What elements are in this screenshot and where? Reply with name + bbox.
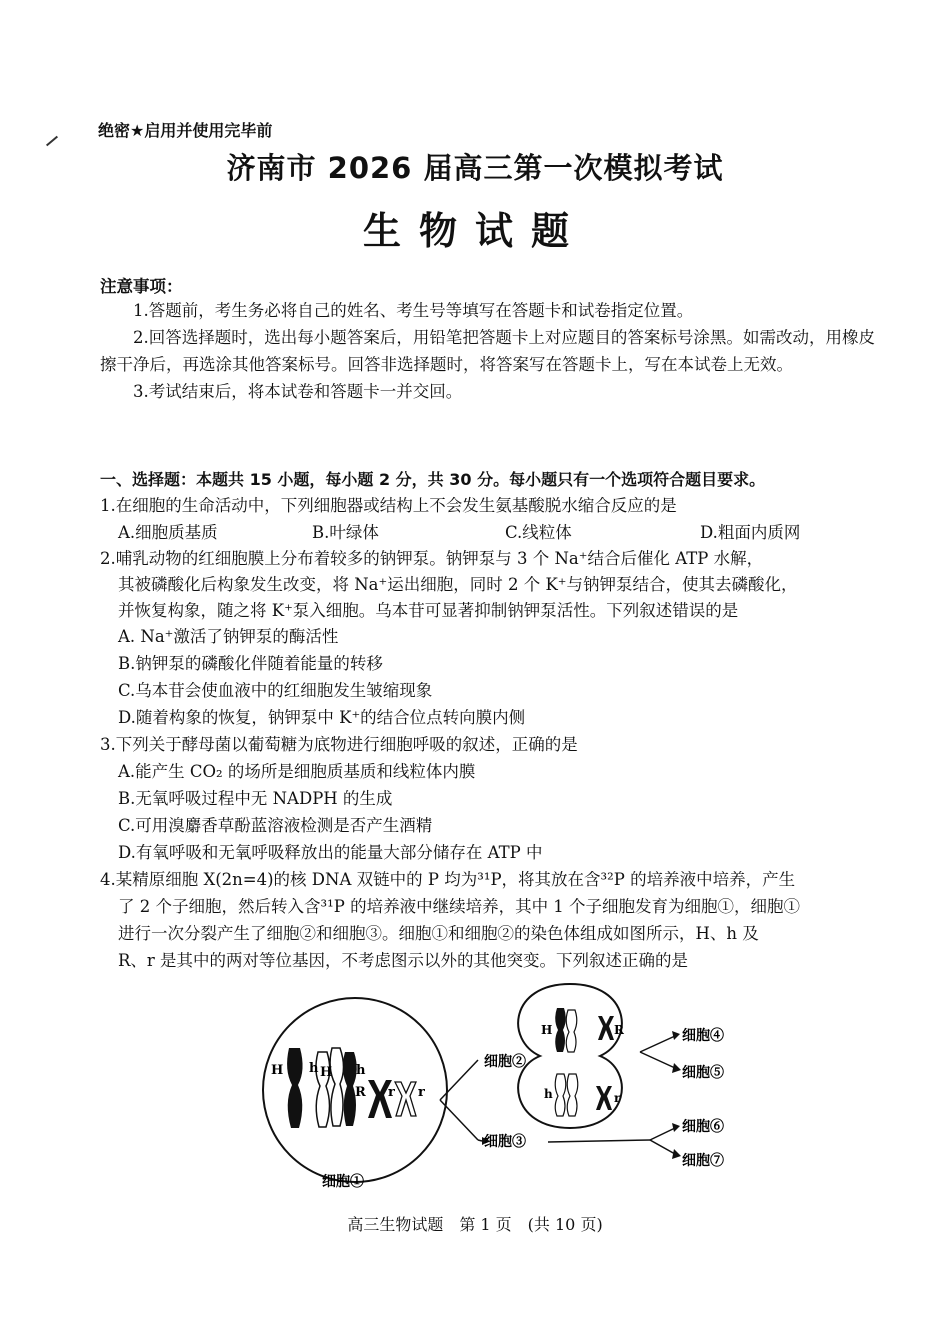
branch-c3-up (650, 1128, 675, 1140)
gene-label-r-2: r (418, 1085, 425, 1100)
gene-label-r-c2: r (614, 1091, 621, 1105)
q3-option-a: A.能产生 CO₂ 的场所是细胞质基质和线粒体内膜 (118, 762, 476, 781)
q2-option-a: A. Na⁺激活了钠钾泵的酶活性 (118, 627, 339, 646)
secret-label: 绝密★启用并使用完毕前 (98, 121, 273, 140)
chromosome-c2-bottom-1 (555, 1074, 566, 1116)
chromosome-c2-top-2 (566, 1010, 577, 1052)
section-heading: 一、选择题：本题共 15 小题，每小题 2 分，共 30 分。每小题只有一个选项符合题目要求。 (100, 470, 766, 489)
chromosome-c2-top-1 (555, 1008, 566, 1052)
gene-label-h-2: h (356, 1063, 366, 1078)
cell-6-label: 细胞⑥ (682, 1119, 724, 1135)
cell-1-label: 细胞① (322, 1174, 364, 1190)
q2-option-d: D.随着构象的恢复，钠钾泵中 K⁺的结合位点转向膜内侧 (118, 708, 526, 727)
line-cell-3 (548, 1140, 650, 1142)
gene-label-H-2: H (320, 1065, 333, 1080)
q3-option-c: C.可用溴麝香草酚蓝溶液检测是否产生酒精 (118, 816, 433, 835)
q3-option-d: D.有氧呼吸和无氧呼吸释放出的能量大部分储存在 ATP 中 (118, 843, 543, 862)
arrow-head-cell-5 (672, 1063, 681, 1073)
gene-label-h-c2: h (544, 1087, 553, 1101)
gene-label-H-1: H (271, 1063, 284, 1078)
cell-4-label: 细胞④ (682, 1028, 724, 1044)
chromosome-c2-bottom-3 (596, 1086, 612, 1110)
q1-stem: 1.在细胞的生命活动中，下列细胞器或结构上不会发生氨基酸脱水缩合反应的是 (100, 496, 677, 515)
branch-c2-down (640, 1052, 675, 1068)
cell-3-label: 细胞③ (484, 1134, 526, 1150)
q1-option-b: B.叶绿体 (312, 523, 379, 542)
chromosome-c2-top-3 (598, 1016, 614, 1040)
page-footer: 高三生物试题 第 1 页 (共 10 页) (347, 1215, 603, 1234)
gene-label-H-c2: H (541, 1023, 553, 1037)
chromosome-c2-bottom-2 (567, 1074, 578, 1116)
q4-line-3: 进行一次分裂产生了细胞②和细胞③。细胞①和细胞②的染色体组成如图所示，H、h 及 (118, 924, 759, 943)
q4-line-1: 4.某精原细胞 X(2n=4)的核 DNA 双链中的 P 均为³¹P，将其放在含³²P 的培养液中培养，产生 (100, 870, 796, 889)
arrow-head-cell-4 (672, 1031, 680, 1040)
cell-2-label-left: 细胞② (484, 1054, 526, 1070)
chromosome-large-1 (287, 1048, 302, 1128)
notice-item-3: 3.考试结束后，将本试卷和答题卡一并交回。 (133, 382, 463, 401)
branch-line-down (440, 1100, 478, 1140)
q1-option-c: C.线粒体 (505, 523, 572, 542)
subject-title: 生物试题 (362, 209, 587, 253)
q1-option-d: D.粗面内质网 (700, 523, 801, 542)
notice-item-1: 1.答题前，考生务必将自己的姓名、考生号等填写在答题卡和试卷指定位置。 (133, 301, 694, 320)
q3-option-b: B.无氧呼吸过程中无 NADPH 的生成 (118, 789, 393, 808)
branch-c3-down (650, 1140, 675, 1154)
q2-option-c: C.乌本苷会使血液中的红细胞发生皱缩现象 (118, 681, 433, 700)
q2-option-b: B.钠钾泵的磷酸化伴随着能量的转移 (118, 654, 383, 673)
arrow-head-cell-7 (672, 1149, 681, 1159)
notice-heading: 注意事项： (100, 277, 183, 296)
gene-label-r-1: r (388, 1085, 395, 1100)
chromosome-large-3 (330, 1048, 343, 1126)
chromosome-small-2 (395, 1082, 416, 1116)
cell-5-label: 细胞⑤ (682, 1065, 724, 1081)
gene-label-R-1: R (355, 1085, 366, 1100)
exam-title: 济南市 2026 届高三第一次模拟考试 (226, 151, 724, 185)
q3-stem: 3.下列关于酵母菌以葡萄糖为底物进行细胞呼吸的叙述，正确的是 (100, 735, 578, 754)
q2-line-2: 其被磷酸化后构象发生改变，将 Na⁺运出细胞，同时 2 个 K⁺与钠钾泵结合，使其去磷酸化， (118, 575, 798, 594)
cell-7-label: 细胞⑦ (682, 1153, 724, 1169)
arrow-cell-3 (478, 1140, 482, 1141)
arrow-head-cell-6 (672, 1123, 680, 1132)
notice-item-2: 2.回答选择题时，选出每小题答案后，用铅笔把答题卡上对应题目的答案标号涂黑。如需改动，用橡皮擦干净后，再选涂其他答案标号。回答非选择题时，将答案写在答题卡上，写在本试卷上无效。 (100, 328, 875, 374)
branch-c2-up (640, 1036, 675, 1052)
q4-line-4: R、r 是其中的两对等位基因，不考虑图示以外的其他突变。下列叙述正确的是 (118, 951, 689, 970)
q2-line-3: 并恢复构象，随之将 K⁺泵入细胞。乌本苷可显著抑制钠钾泵活性。下列叙述错误的是 (118, 601, 739, 620)
gene-label-R-c2: R (614, 1023, 624, 1037)
q2-line-1: 2.哺乳动物的红细胞膜上分布着较多的钠钾泵。钠钾泵与 3 个 Na⁺结合后催化 ATP 水解， (100, 549, 764, 568)
q1-option-a: A.细胞质基质 (118, 523, 218, 542)
gene-label-h-1: h (309, 1061, 319, 1076)
q4-line-2: 了 2 个子细胞，然后转入含³¹P 的培养液中继续培养，其中 1 个子细胞发育为细胞①，细胞① (118, 897, 801, 916)
